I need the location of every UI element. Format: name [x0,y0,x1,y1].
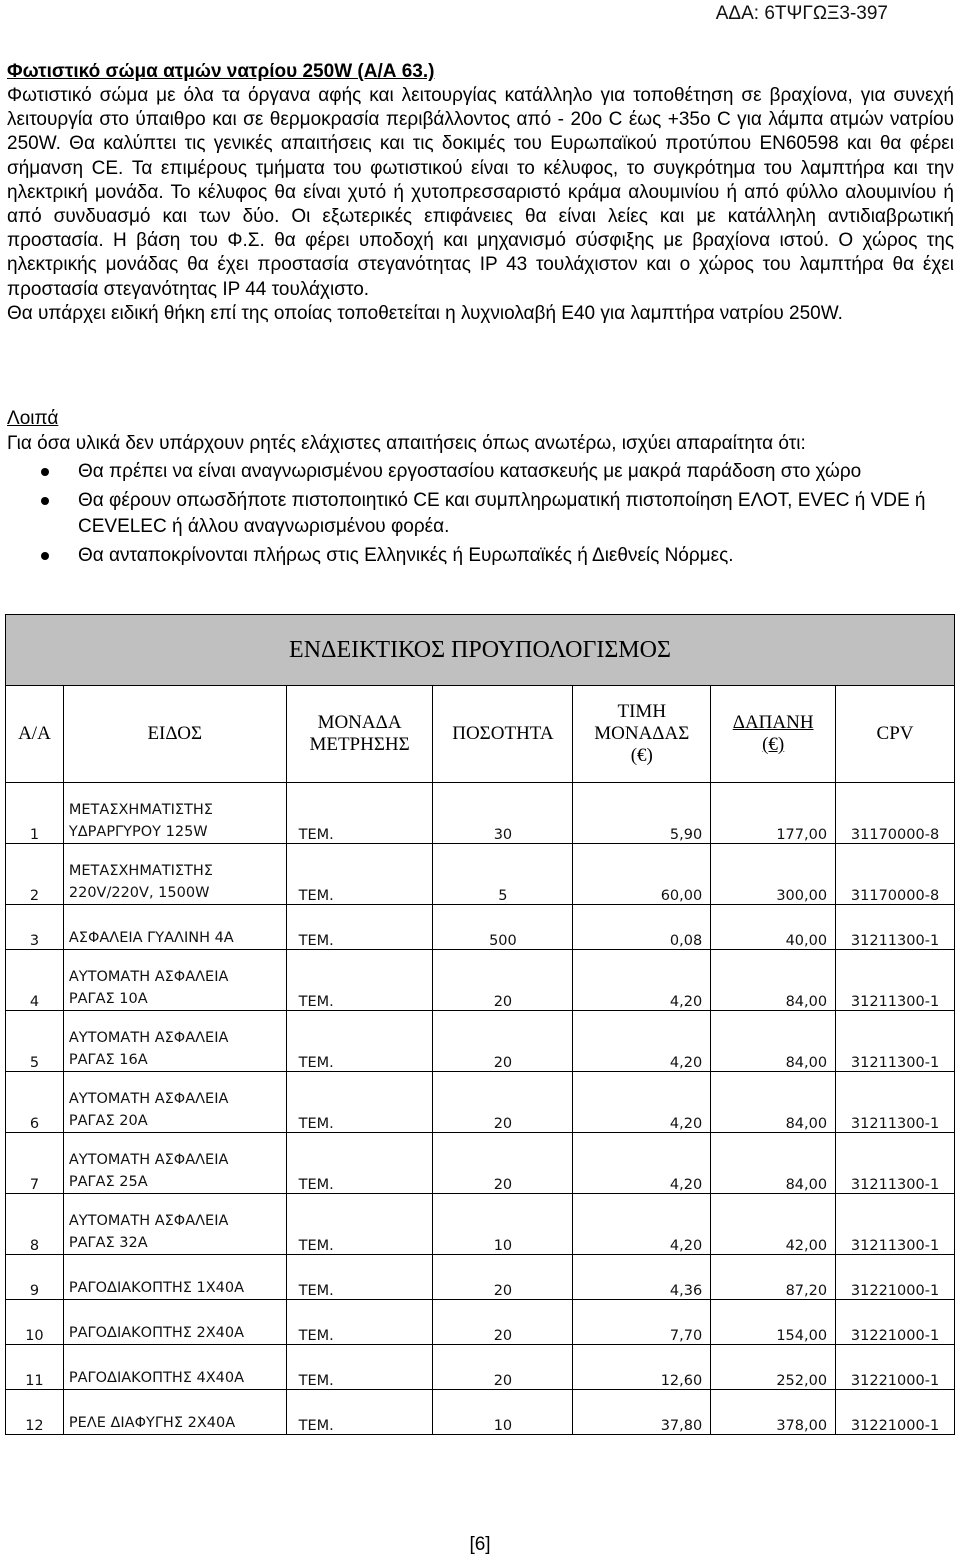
cell-cost: 40,00 [711,905,836,950]
cell-cost: 154,00 [711,1300,836,1345]
cell-unit: ΤΕΜ. [286,1072,433,1133]
cell-cpv: 31211300-1 [836,1194,955,1255]
list-item-text: Θα πρέπει να είναι αναγνωρισμένου εργοστασίου κατασκευής με μακρά παράδοση στο χώρο [78,461,862,482]
cell-eidos [63,1072,286,1133]
table-row [6,1194,955,1255]
page-number: [6] [469,1534,491,1555]
cell-qty: 20 [433,1255,573,1300]
list-item [7,488,947,540]
cell-unit: ΤΕΜ. [286,1390,433,1435]
cell-eidos-line1: ΜΕΤΑΣΧΗΜΑΤΙΣΤΗΣ [68,863,213,879]
section-title: Φωτιστικό σώμα ατμών νατρίου 250W (Α/Α 63.) [7,61,435,82]
cell-cpv: 31221000-1 [836,1300,955,1345]
cell-aa: 5 [6,1011,64,1072]
cell-eidos-line2: ΡΑΓΑΣ 20Α [68,1113,148,1129]
cell-cpv: 31211300-1 [836,950,955,1011]
cell-aa: 10 [6,1300,64,1345]
cell-price: 12,60 [573,1345,711,1390]
cell-unit: ΤΕΜ. [286,950,433,1011]
header-cost [711,686,836,783]
cell-eidos-line2: ΡΑΓΑΣ 16Α [68,1052,148,1068]
cell-cpv: 31221000-1 [836,1255,955,1300]
table-row [6,1133,955,1194]
header-aa: Α/Α [6,686,64,783]
list-item-text: Θα φέρουν οπωσδήποτε πιστοποιητικό CE και συμπληρωματική πιστοποίηση ΕΛΟΤ, EVEC ή VDE ή CEVELEC ή άλλου αναγνωρισμένου φορέα. [78,490,926,537]
cell-eidos-line2: ΥΔΡΑΡΓΥΡΟΥ 125W [68,824,208,840]
cell-eidos-line1: ΜΕΤΑΣΧΗΜΑΤΙΣΤΗΣ [68,802,213,818]
table-row [6,1345,955,1390]
other-heading: Λοιπά [7,408,59,429]
header-price-line1: ΤΙΜΗ [617,701,667,722]
cell-aa: 1 [6,783,64,844]
cell-qty: 10 [433,1194,573,1255]
cell-eidos [63,1390,286,1435]
table-row [6,950,955,1011]
table-row [6,1072,955,1133]
list-item [7,459,947,485]
bullet-icon [41,552,49,560]
cell-price: 4,20 [573,950,711,1011]
cell-qty: 30 [433,783,573,844]
cell-eidos [63,950,286,1011]
cell-unit: ΤΕΜ. [286,1345,433,1390]
cell-price: 60,00 [573,844,711,905]
header-cost-line2: (€) [762,734,785,755]
cell-eidos-line2: 220V/220V, 1500W [68,885,210,901]
cell-eidos-line1: ΑΥΤΟΜΑΤΗ ΑΣΦΑΛΕΙΑ [68,1213,229,1229]
cell-aa: 3 [6,905,64,950]
cell-aa: 2 [6,844,64,905]
cell-qty: 5 [433,844,573,905]
cell-cost: 252,00 [711,1345,836,1390]
cell-qty: 20 [433,1345,573,1390]
cell-qty: 20 [433,1133,573,1194]
cell-price: 7,70 [573,1300,711,1345]
bullet-icon [41,468,49,476]
header-eidos: ΕΙΔΟΣ [63,686,286,783]
cell-unit: ΤΕΜ. [286,844,433,905]
list-item [7,543,947,569]
cell-price: 4,20 [573,1011,711,1072]
cell-eidos [63,1133,286,1194]
spec-section [7,60,954,326]
cell-aa: 6 [6,1072,64,1133]
table-row [6,844,955,905]
cell-eidos-line2: ΑΣΦΑΛΕΙΑ ΓΥΑΛΙΝΗ 4Α [68,930,234,946]
cell-cost: 87,20 [711,1255,836,1300]
cell-eidos [63,905,286,950]
header-unit [286,686,433,783]
cell-unit: ΤΕΜ. [286,783,433,844]
table-row [6,783,955,844]
table-row [6,1255,955,1300]
header-price-line2: ΜΟΝΑΔΑΣ [594,723,690,744]
cell-cpv: 31211300-1 [836,1072,955,1133]
other-intro: Για όσα υλικά δεν υπάρχουν ρητές ελάχιστες απαιτήσεις όπως ανωτέρω, ισχύει απαραίτητα ότι: [7,433,806,454]
cell-eidos [63,1300,286,1345]
cell-eidos [63,1255,286,1300]
cell-unit: ΤΕΜ. [286,1133,433,1194]
cell-eidos-line1: ΑΥΤΟΜΑΤΗ ΑΣΦΑΛΕΙΑ [68,969,229,985]
budget-title: ΕΝΔΕΙΚΤΙΚΟΣ ΠΡΟΥΠΟΛΟΓΙΣΜΟΣ [6,615,955,686]
cell-aa: 12 [6,1390,64,1435]
cell-eidos [63,1345,286,1390]
cell-qty: 10 [433,1390,573,1435]
cell-price: 4,20 [573,1133,711,1194]
cell-cpv: 31221000-1 [836,1345,955,1390]
cell-cost: 84,00 [711,950,836,1011]
cell-eidos-line2: ΡΑΓΟΔΙΑΚΟΠΤΗΣ 2Χ40Α [68,1325,245,1341]
cell-eidos-line2: ΡΑΓΑΣ 10Α [68,991,148,1007]
cell-unit: ΤΕΜ. [286,1194,433,1255]
cell-price: 37,80 [573,1390,711,1435]
table-row [6,905,955,950]
cell-aa: 7 [6,1133,64,1194]
header-price-line3: (€) [630,745,653,766]
cell-qty: 20 [433,1300,573,1345]
cell-cost: 84,00 [711,1133,836,1194]
cell-eidos-line1: ΑΥΤΟΜΑΤΗ ΑΣΦΑΛΕΙΑ [68,1091,229,1107]
cell-qty: 500 [433,905,573,950]
table-row [6,1390,955,1435]
cell-aa: 4 [6,950,64,1011]
cell-qty: 20 [433,1011,573,1072]
cell-qty: 20 [433,950,573,1011]
table-row [6,1011,955,1072]
cell-unit: ΤΕΜ. [286,1300,433,1345]
cell-price: 0,08 [573,905,711,950]
cell-aa: 9 [6,1255,64,1300]
cell-eidos-line2: ΡΑΓΟΔΙΑΚΟΠΤΗΣ 4Χ40Α [68,1370,245,1386]
cell-eidos-line2: ΡΑΓΑΣ 32Α [68,1235,148,1251]
cell-price: 4,20 [573,1072,711,1133]
cell-eidos-line2: ΡΑΓΟΔΙΑΚΟΠΤΗΣ 1Χ40Α [68,1280,245,1296]
cell-cpv: 31211300-1 [836,1133,955,1194]
cell-eidos [63,1011,286,1072]
cell-price: 4,20 [573,1194,711,1255]
cell-cpv: 31170000-8 [836,783,955,844]
header-price [573,686,711,783]
budget-table [5,614,955,1435]
header-cpv: CPV [836,686,955,783]
header-qty: ΠΟΣΟΤΗΤΑ [433,686,573,783]
ada-code: ΑΔΑ: 6ΤΨΓΩΞ3-397 [715,3,888,24]
cell-eidos-line2: ΡΕΛΕ ΔΙΑΦΥΓΗΣ 2Χ40Α [68,1415,236,1431]
cell-unit: ΤΕΜ. [286,905,433,950]
cell-cpv: 31170000-8 [836,844,955,905]
cell-cost: 84,00 [711,1011,836,1072]
budget-body [6,783,955,1435]
header-unit-line1: ΜΟΝΑΔΑ [317,712,402,733]
spec-paragraph: Φωτιστικό σώμα με όλα τα όργανα αφής και λειτουργίας κατάλληλο για τοποθέτηση σε βραχίονα, για συνεχή λειτουργία στο ύπαιθρο και σε θερμοκρασία περιβάλλοντος από - 20ο C έως +35ο C για λάμπα ατμών νατρίου 250W. Θα καλύπτει τις γενικές απαιτήσεις και τις δοκιμές του Ευρωπαϊκού προτύπου ΕΝ60598 και θα φέρει σήμανση CE. Τα επιμέρους τμήματα του φωτιστικού είναι το κέλυφος, το συγκρότημα του λαμπτήρα και την ηλεκτρική μονάδα. Το κέλυφος θα είναι χυτό ή χυτοπρεσσαριστό κράμα αλουμινίου ή από φύλλο αλουμινίου ή από συνδυασμό και των δύο. Οι εξωτερικές επιφάνειες θα είναι λείες και με κατάλληλη αντιδιαβρωτική προστασία. Η βάση του Φ.Σ. θα φέρει υποδοχή και μηχανισμό σύσφιξης με βραχίονα ιστού. Ο χώρος της ηλεκτρικής μονάδας θα έχει προστασία στεγανότητας ΙΡ 43 τουλάχιστον και ο χώρος του λαμπτήρα θα έχει προστασία στεγανότητας ΙΡ 44 τουλάχιστο. [7,85,954,300]
cell-eidos [63,844,286,905]
requirements-list [7,459,947,572]
cell-cpv: 31221000-1 [836,1390,955,1435]
cell-eidos-line1: ΑΥΤΟΜΑΤΗ ΑΣΦΑΛΕΙΑ [68,1030,229,1046]
cell-unit: ΤΕΜ. [286,1011,433,1072]
cell-price: 5,90 [573,783,711,844]
cell-eidos [63,1194,286,1255]
cell-price: 4,36 [573,1255,711,1300]
cell-eidos-line1: ΑΥΤΟΜΑΤΗ ΑΣΦΑΛΕΙΑ [68,1152,229,1168]
bullet-icon [41,497,49,505]
cell-cpv: 31211300-1 [836,905,955,950]
cell-qty: 20 [433,1072,573,1133]
cell-cost: 300,00 [711,844,836,905]
table-header-row [6,686,955,783]
cell-cost: 84,00 [711,1072,836,1133]
header-cost-line1: ΔΑΠΑΝΗ [732,712,814,733]
cell-eidos-line2: ΡΑΓΑΣ 25Α [68,1174,148,1190]
cell-cost: 177,00 [711,783,836,844]
cell-aa: 11 [6,1345,64,1390]
cell-unit: ΤΕΜ. [286,1255,433,1300]
header-unit-line2: ΜΕΤΡΗΣΗΣ [309,734,410,755]
list-item-text: Θα ανταποκρίνονται πλήρως στις Ελληνικές ή Ευρωπαϊκές ή Διεθνείς Νόρμες. [78,545,734,566]
spec-paragraph-lampholder: Θα υπάρχει ειδική θήκη επί της οποίας τοποθετείται η λυχνιολαβή Ε40 για λαμπτήρα νατρίου 250W. [7,302,843,324]
cell-cpv: 31211300-1 [836,1011,955,1072]
cell-eidos [63,783,286,844]
cell-cost: 378,00 [711,1390,836,1435]
cell-aa: 8 [6,1194,64,1255]
cell-cost: 42,00 [711,1194,836,1255]
table-row [6,1300,955,1345]
